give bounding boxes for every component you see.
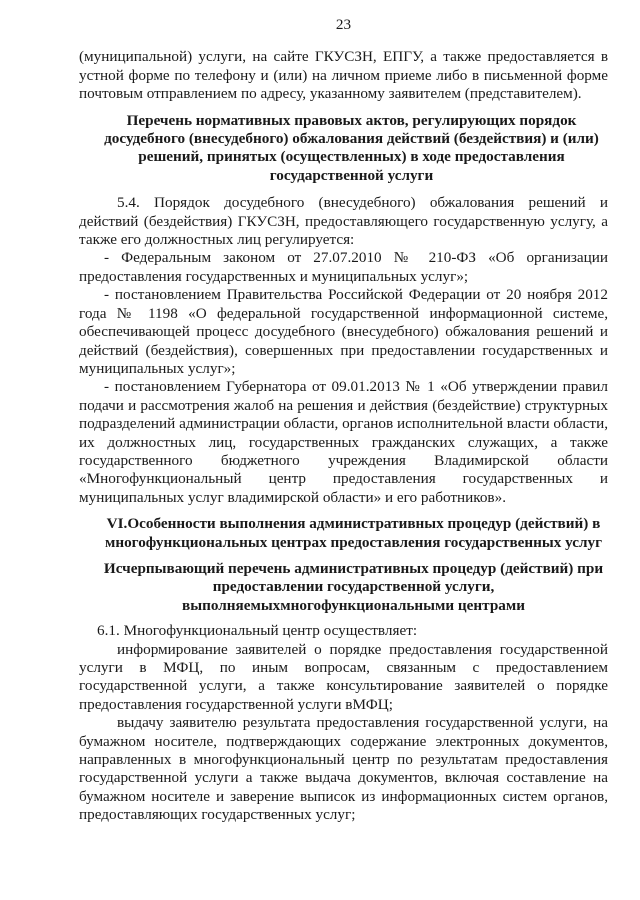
- list-item-government-decree: - постановлением Правительства Российской Федерации от 20 ноября 2012 года № 1198 «О федеральной государственной информационной системе, обеспечивающей процесс досудебного (внесудебного) обжалования решений и действий (бездействия), совершенных при предоставлении государственных и муниципальных услуг»;: [79, 286, 608, 377]
- mfc-item-issuing-results: выдачу заявителю результата предоставления государственной услуги, на бумажном носителе, подтверждающих содержание электронных документов, направленных в многофункциональный центр по результатам предоставления государственной услуги а также выдача документов, включая составление на бумажном носителе и заверение выписок из информационных систем органов, предоставляющих государственных услуг;: [79, 714, 608, 824]
- intro-paragraph: (муниципальной) услуги, на сайте ГКУСЗН, ЕПГУ, а также предоставляется в устной форме по телефону и (или) на личном приеме либо в письменной форме почтовым отправлением по адресу, указанному заявителем (представителем).: [79, 48, 608, 103]
- list-item-governor-decree: - постановлением Губернатора от 09.01.2013 № 1 «Об утверждении правил подачи и рассмотрения жалоб на решения и действия (бездействие) структурных подразделений администрации области, органов исполнительной власти области, их должностных лиц, государственных гражданских служащих, а также государственного бюджетного учреждения Владимирской области «Многофункциональный центр предоставления государственных и муниципальных услуг владимирской области» и его работников».: [79, 378, 608, 506]
- heading-normative-acts: Перечень нормативных правовых актов, регулирующих порядок досудебного (внесудебного) обжалования действий (бездействия) и (или) решений, принятых (осуществленных) в ходе предоставления государственной услуги: [104, 111, 599, 184]
- page-number: 23: [335, 16, 352, 33]
- list-item-federal-law: - Федеральным законом от 27.07.2010 № 210-ФЗ «Об организации предоставления государственных и муниципальных услуг»;: [79, 249, 608, 285]
- heading-exhaustive-list: Исчерпывающий перечень административных процедур (действий) при предоставлении государственной услуги, выполняемыхмногофункциональными центрами: [103, 559, 604, 614]
- mfc-item-informing: информирование заявителей о порядке предоставления государственной услуги в МФЦ, по иным вопросам, связанным с предоставлением государственной услуги, а также консультирование заявителей о порядке предоставления государственной услуги вМФЦ;: [79, 640, 608, 713]
- heading-section-vi: VI.Особенности выполнения административных процедур (действий) в многофункциональных центрах предоставления государственных услуг: [104, 515, 603, 551]
- paragraph-5-4: 5.4. Порядок досудебного (внесудебного) обжалования решений и действий (бездействия) ГКУСЗН, предоставляющего государственную услугу, а также его должностных лиц регулируется:: [79, 194, 608, 249]
- paragraph-6-1: 6.1. Многофункциональный центр осуществляет:: [97, 622, 418, 640]
